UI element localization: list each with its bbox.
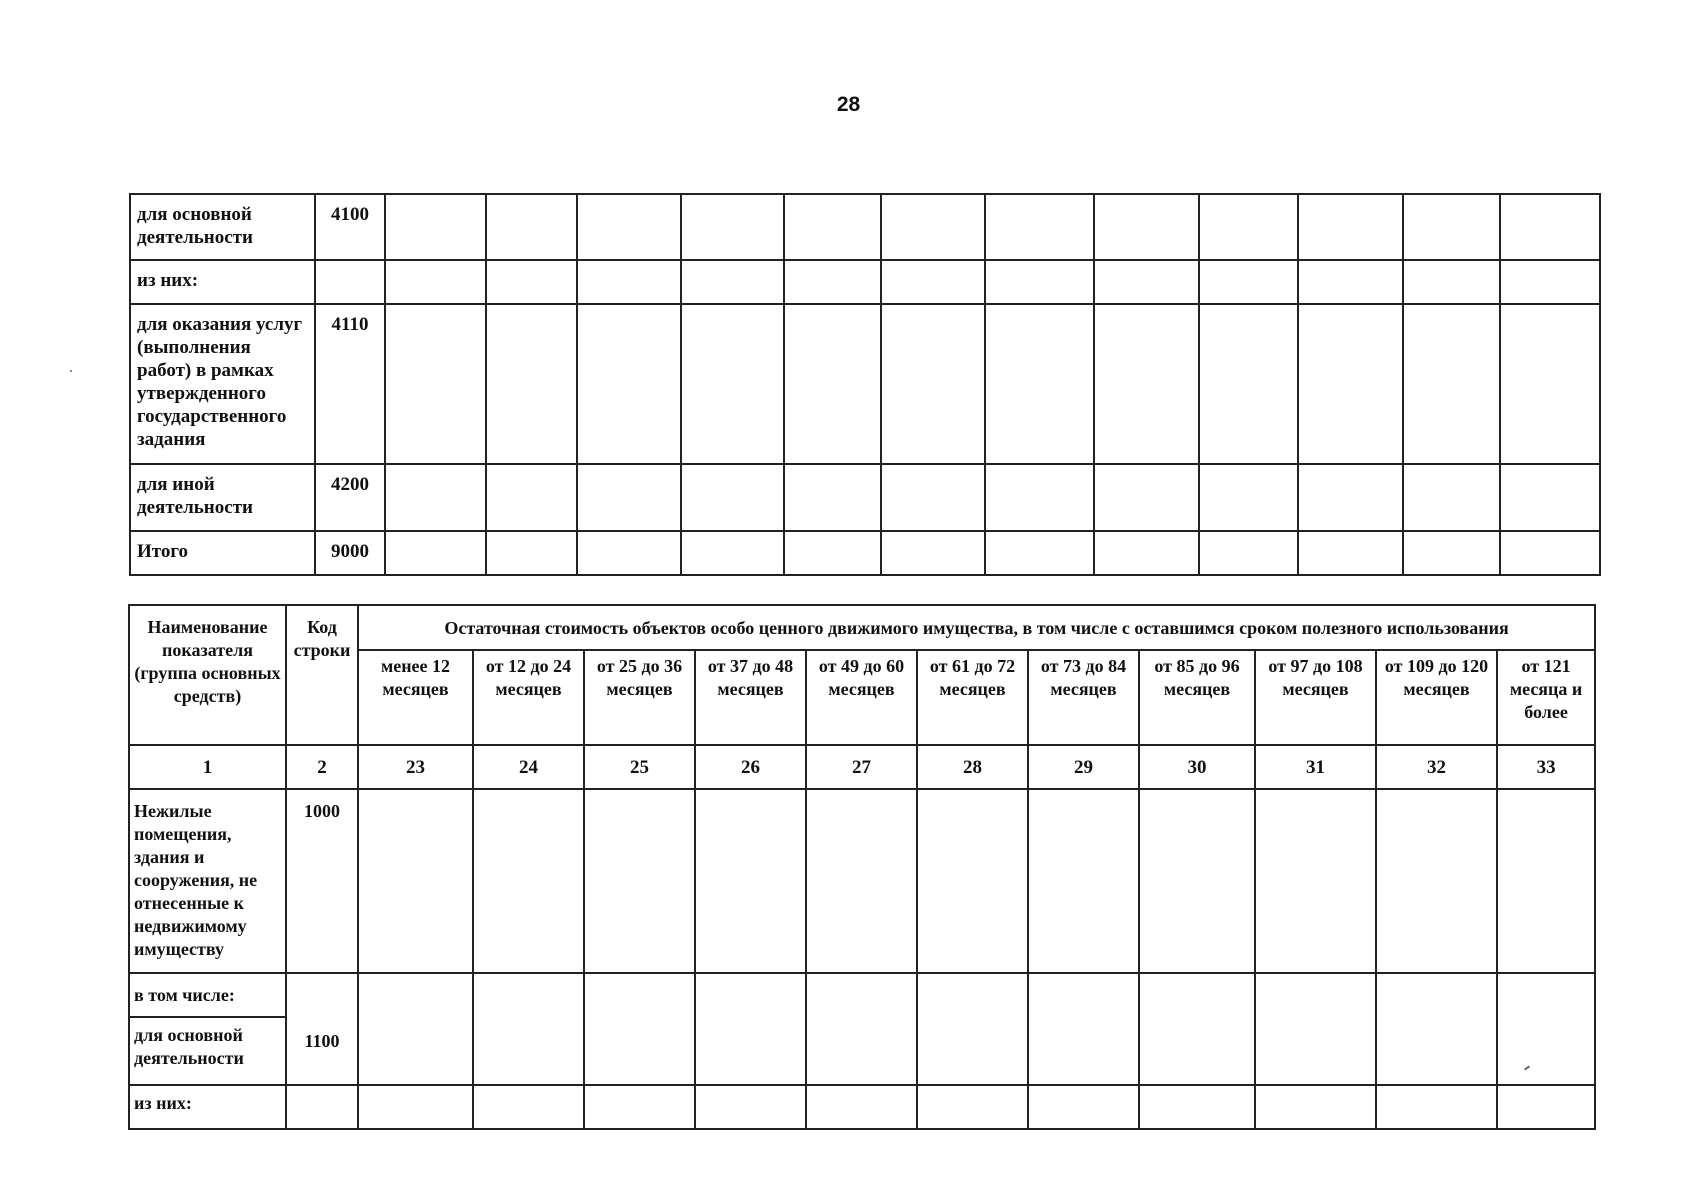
value-cell (1497, 973, 1595, 1085)
value-cell (1376, 789, 1497, 973)
value-cell (1199, 260, 1298, 304)
value-cell (784, 194, 881, 260)
value-cell (486, 194, 577, 260)
value-cell (1403, 531, 1500, 575)
value-cell (1500, 531, 1600, 575)
table-row (129, 1085, 1595, 1129)
row-code (286, 1085, 358, 1129)
value-cell (385, 194, 486, 260)
row-code: 4200 (315, 464, 385, 531)
value-cell (1139, 973, 1255, 1085)
value-cell (681, 304, 784, 464)
table-row (130, 531, 1600, 575)
value-cell (681, 464, 784, 531)
lower-table (128, 604, 1596, 1130)
value-cell (917, 1085, 1028, 1129)
header-period: от 49 до 60 месяцев (806, 650, 917, 745)
value-cell (1497, 789, 1595, 973)
row-name: для основной деятельности (130, 194, 315, 260)
value-cell (486, 531, 577, 575)
value-cell (1094, 194, 1199, 260)
value-cell (881, 260, 985, 304)
value-cell (985, 304, 1094, 464)
value-cell (1255, 789, 1376, 973)
value-cell (985, 531, 1094, 575)
row-code (315, 260, 385, 304)
value-cell (681, 194, 784, 260)
row-name: из них: (129, 1085, 286, 1129)
value-cell (1298, 464, 1403, 531)
row-name: для оказания услуг (выполнения работ) в рамках утвержденного государственного задания (130, 304, 315, 464)
table-row (130, 304, 1600, 464)
value-cell (1255, 1085, 1376, 1129)
value-cell (577, 194, 681, 260)
value-cell (1376, 1085, 1497, 1129)
value-cell (1199, 464, 1298, 531)
row-code: 4100 (315, 194, 385, 260)
value-cell (1298, 531, 1403, 575)
header-period: от 25 до 36 месяцев (584, 650, 695, 745)
value-cell (1094, 464, 1199, 531)
value-cell (1028, 1085, 1139, 1129)
value-cell (486, 304, 577, 464)
value-cell (358, 973, 473, 1085)
value-cell (881, 464, 985, 531)
value-cell (577, 531, 681, 575)
header-period: от 97 до 108 месяцев (1255, 650, 1376, 745)
column-number: 33 (1497, 745, 1595, 789)
value-cell (881, 194, 985, 260)
row-code: 9000 (315, 531, 385, 575)
column-number: 23 (358, 745, 473, 789)
value-cell (681, 260, 784, 304)
header-period: от 73 до 84 месяцев (1028, 650, 1139, 745)
value-cell (1376, 973, 1497, 1085)
column-number: 31 (1255, 745, 1376, 789)
value-cell (985, 194, 1094, 260)
header-period: от 37 до 48 месяцев (695, 650, 806, 745)
row-name: для основной деятельности (129, 1017, 286, 1085)
value-cell (1500, 260, 1600, 304)
value-cell (486, 464, 577, 531)
value-cell (1500, 194, 1600, 260)
value-cell (917, 973, 1028, 1085)
value-cell (1028, 789, 1139, 973)
value-cell (358, 789, 473, 973)
value-cell (584, 973, 695, 1085)
header-group: Остаточная стоимость объектов особо ценного движимого имущества, в том числе с оставшимся сроком полезного использования (358, 605, 1595, 650)
value-cell (1500, 464, 1600, 531)
value-cell (577, 464, 681, 531)
scan-speck (70, 370, 72, 372)
value-cell (385, 304, 486, 464)
column-number: 32 (1376, 745, 1497, 789)
value-cell (1094, 260, 1199, 304)
value-cell (784, 304, 881, 464)
row-name: из них: (130, 260, 315, 304)
table-row (129, 973, 1595, 1017)
value-cell (806, 789, 917, 973)
value-cell (985, 464, 1094, 531)
header-code: Код строки (286, 605, 358, 745)
value-cell (486, 260, 577, 304)
value-cell (1094, 304, 1199, 464)
value-cell (1028, 973, 1139, 1085)
column-number: 1 (129, 745, 286, 789)
value-cell (473, 1085, 584, 1129)
column-number: 2 (286, 745, 358, 789)
value-cell (784, 260, 881, 304)
value-cell (806, 973, 917, 1085)
value-cell (577, 260, 681, 304)
value-cell (917, 789, 1028, 973)
value-cell (1497, 1085, 1595, 1129)
value-cell (1139, 1085, 1255, 1129)
table-row (130, 464, 1600, 531)
column-number: 24 (473, 745, 584, 789)
value-cell (385, 260, 486, 304)
header-period: от 85 до 96 месяцев (1139, 650, 1255, 745)
value-cell (881, 304, 985, 464)
row-code: 4110 (315, 304, 385, 464)
value-cell (881, 531, 985, 575)
row-name: Итого (130, 531, 315, 575)
value-cell (1500, 304, 1600, 464)
value-cell (985, 260, 1094, 304)
value-cell (806, 1085, 917, 1129)
value-cell (1403, 194, 1500, 260)
row-name: в том числе: (129, 973, 286, 1017)
header-period: от 109 до 120 месяцев (1376, 650, 1497, 745)
row-code: 1000 (286, 789, 358, 973)
value-cell (473, 789, 584, 973)
value-cell (1298, 194, 1403, 260)
value-cell (784, 464, 881, 531)
column-number: 26 (695, 745, 806, 789)
value-cell (695, 973, 806, 1085)
value-cell (584, 1085, 695, 1129)
table-row (129, 789, 1595, 973)
row-code: 1100 (286, 973, 358, 1085)
header-period: от 121 месяца и более (1497, 650, 1595, 745)
header-row (129, 605, 1595, 650)
value-cell (1255, 973, 1376, 1085)
value-cell (1298, 304, 1403, 464)
column-number: 27 (806, 745, 917, 789)
value-cell (1199, 194, 1298, 260)
upper-table (129, 193, 1601, 576)
value-cell (1298, 260, 1403, 304)
value-cell (695, 789, 806, 973)
value-cell (1403, 304, 1500, 464)
value-cell (358, 1085, 473, 1129)
value-cell (695, 1085, 806, 1129)
row-name: Нежилые помещения, здания и сооружения, не отнесенные к недвижимому имуществу (129, 789, 286, 973)
value-cell (1139, 789, 1255, 973)
value-cell (784, 531, 881, 575)
header-period: от 61 до 72 месяцев (917, 650, 1028, 745)
column-number: 30 (1139, 745, 1255, 789)
column-number: 29 (1028, 745, 1139, 789)
value-cell (1094, 531, 1199, 575)
value-cell (385, 531, 486, 575)
row-name: для иной деятельности (130, 464, 315, 531)
column-number-row (129, 745, 1595, 789)
value-cell (1403, 464, 1500, 531)
table-row (130, 194, 1600, 260)
value-cell (1199, 531, 1298, 575)
header-period: менее 12 месяцев (358, 650, 473, 745)
header-name: Наименование показателя (группа основных средств) (129, 605, 286, 745)
header-period: от 12 до 24 месяцев (473, 650, 584, 745)
value-cell (584, 789, 695, 973)
column-number: 28 (917, 745, 1028, 789)
value-cell (385, 464, 486, 531)
page-number: 28 (836, 93, 861, 116)
value-cell (473, 973, 584, 1085)
column-number: 25 (584, 745, 695, 789)
value-cell (577, 304, 681, 464)
value-cell (681, 531, 784, 575)
value-cell (1403, 260, 1500, 304)
value-cell (1199, 304, 1298, 464)
table-row (130, 260, 1600, 304)
